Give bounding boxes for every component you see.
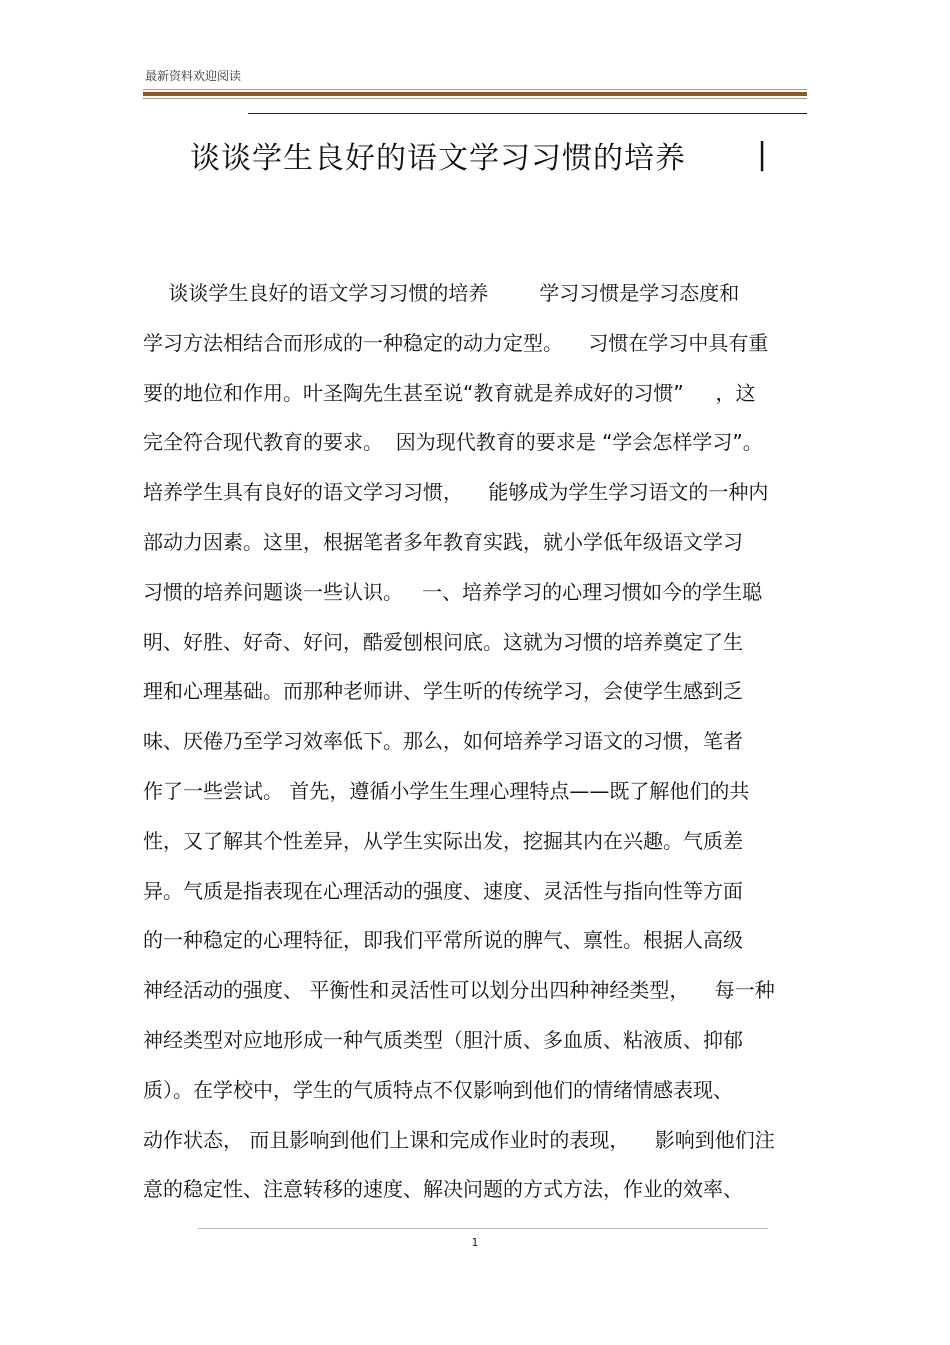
title-cursor: | (757, 137, 768, 172)
body-line: 的一种稳定的心理特征，即我们平常所说的脾气、禀性。根据人高级 (143, 928, 743, 953)
body-line: 意的稳定性、注意转移的速度、解决问题的方式方法，作业的效率、 (143, 1177, 743, 1202)
body-line: 习惯的培养问题谈一些认识。 一、培养学习的心理习惯如今的学生聪 (143, 579, 763, 604)
body-line: 明、好胜、好奇、好问，酷爱刨根问底。这就为习惯的培养奠定了生 (143, 629, 743, 654)
body-line: 学习方法相结合而形成的一种稳定的动力定型。 习惯在学习中具有重 (143, 330, 769, 355)
page-title: 谈谈学生良好的语文学习习惯的培养 (190, 141, 686, 176)
body-line: 培养学生具有良好的语文学习习惯， 能够成为学生学习语文的一种内 (143, 480, 769, 505)
body-line: 神经活动的强度、 平衡性和灵活性可以划分出四种神经类型， 每一种 (143, 978, 775, 1003)
body-line: 性，又了解其个性差异，从学生实际出发，挖掘其内在兴趣。气质差 (143, 828, 743, 853)
body-line: 部动力因素。这里，根据笔者多年教育实践，就小学低年级语文学习 (143, 529, 743, 554)
page-number: 1 (471, 1236, 479, 1249)
body-line: 理和心理基础。而那种老师讲、学生听的传统学习，会使学生感到乏 (143, 679, 743, 704)
body-line: 质）。在学校中，学生的气质特点不仅影响到他们的情绪情感表现、 (143, 1077, 733, 1102)
body-line: 谈谈学生良好的语文学习习惯的培养 学习习惯是学习态度和 (143, 281, 740, 305)
footer-rule (198, 1228, 768, 1229)
header-rule-thin-top (143, 89, 807, 90)
body-line: 完全符合现代教育的要求。 因为现代教育的要求是 “学会怎样学习”。 (143, 430, 763, 455)
body-line: 作了一些尝试。 首先，遵循小学生生理心理特点——既了解他们的共 (143, 778, 750, 803)
body-line: 动作状态， 而且影响到他们上课和完成作业时的表现， 影响到他们注 (143, 1127, 775, 1152)
body-line: 神经类型对应地形成一种气质类型（胆汁质、多血质、粘液质、抑郁 (143, 1027, 743, 1052)
body-text (143, 278, 813, 1224)
title-rule (248, 113, 807, 114)
body-line: 味、厌倦乃至学习效率低下。那么，如何培养学习语文的习惯，笔者 (143, 729, 743, 754)
header-rule-thin-bottom (143, 98, 807, 99)
header-text: 最新资料欢迎阅读 (145, 69, 242, 83)
header-rule-thick (143, 92, 807, 96)
body-line: 要的地位和作用。叶圣陶先生甚至说“教育就是养成好的习惯” ，这 (143, 380, 756, 405)
body-line: 异。气质是指表现在心理活动的强度、速度、灵活性与指向性等方面 (143, 878, 743, 903)
